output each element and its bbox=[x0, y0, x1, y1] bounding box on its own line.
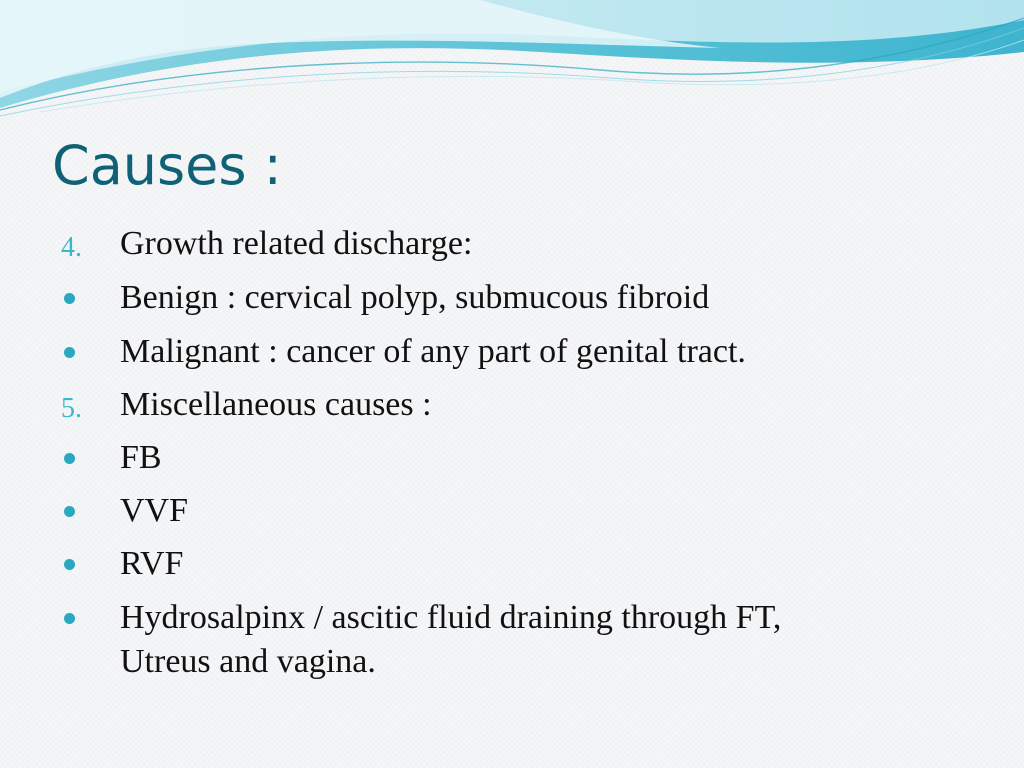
list-item-text bbox=[120, 276, 920, 320]
bullet-icon bbox=[64, 453, 75, 464]
list-item-text bbox=[120, 489, 920, 533]
list-number-marker: 5. bbox=[61, 393, 82, 424]
header-wave-decoration bbox=[0, 0, 1024, 130]
bullet-icon bbox=[64, 347, 75, 358]
list-item-line: Utreus and vagina. bbox=[120, 643, 376, 680]
list-item-line: Benign : cervical polyp, submucous fibroid bbox=[120, 279, 710, 316]
list-item-line: Malignant : cancer of any part of genital tract. bbox=[120, 333, 746, 370]
list-item-line: Growth related discharge: bbox=[120, 225, 473, 262]
list-number-marker: 4. bbox=[61, 232, 82, 263]
list-item-text bbox=[120, 436, 920, 480]
list-item-line: RVF bbox=[120, 545, 184, 582]
list-item-text bbox=[120, 222, 920, 266]
list-item-line: FB bbox=[120, 439, 162, 476]
list-item-text bbox=[120, 330, 920, 374]
list-item-line: Hydrosalpinx / ascitic fluid draining through FT, bbox=[120, 599, 782, 636]
list-item-line: VVF bbox=[120, 492, 189, 529]
bullet-icon bbox=[64, 559, 75, 570]
slide-title: Causes : bbox=[52, 134, 282, 197]
list-item-text bbox=[120, 383, 920, 427]
list-item-text bbox=[120, 596, 920, 684]
bullet-icon bbox=[64, 613, 75, 624]
list-item-text bbox=[120, 542, 920, 586]
bullet-icon bbox=[64, 506, 75, 517]
bullet-icon bbox=[64, 293, 75, 304]
list-item-line: Miscellaneous causes : bbox=[120, 386, 432, 423]
